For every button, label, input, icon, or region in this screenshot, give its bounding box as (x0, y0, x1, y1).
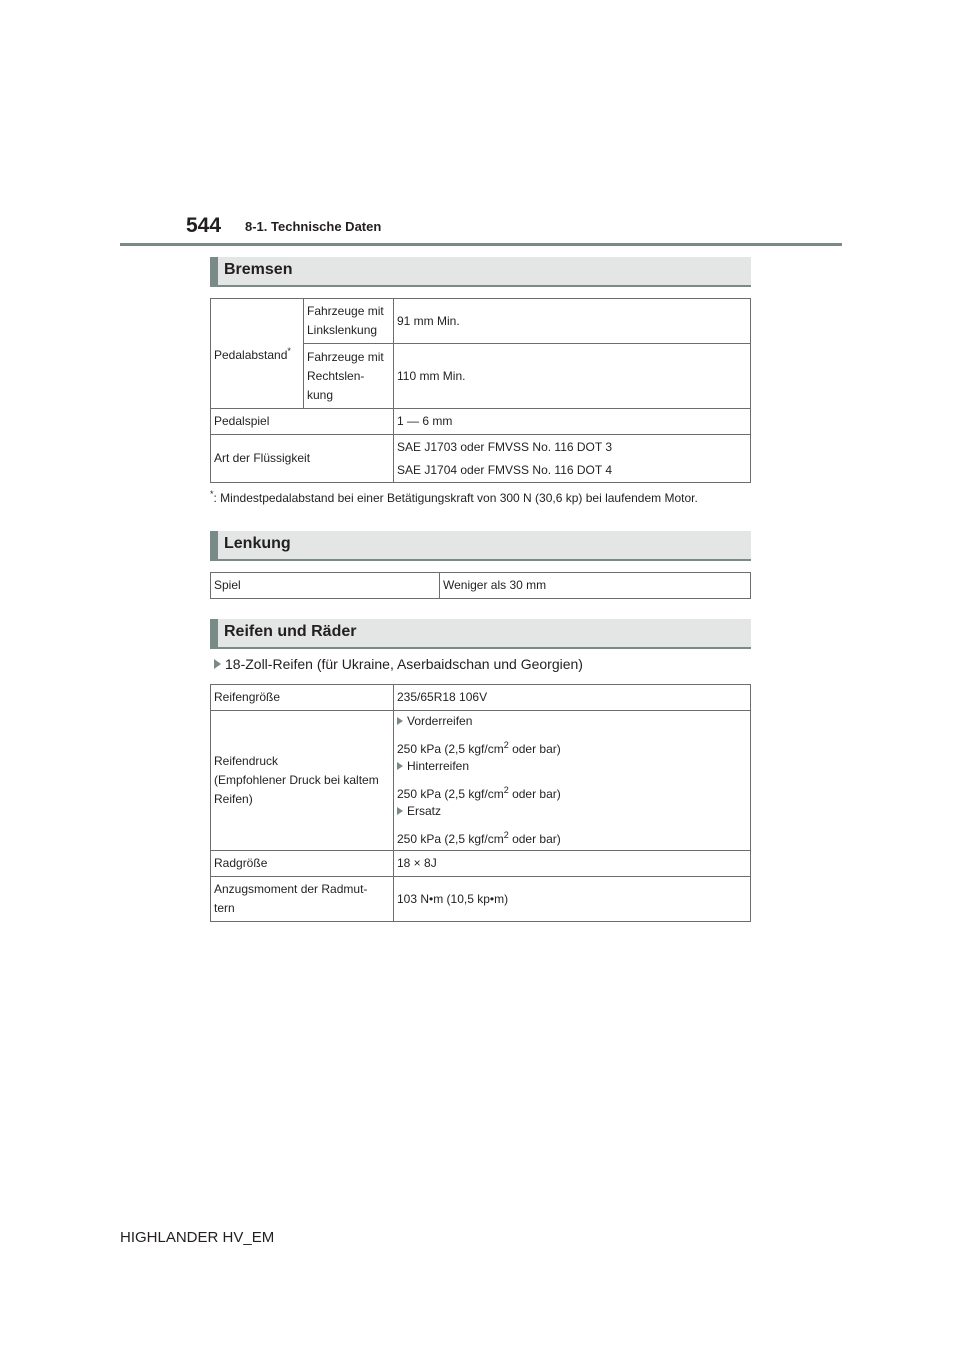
fluid-values (394, 435, 751, 483)
wheel-size-value: 18 × 8J (394, 851, 751, 877)
superscript: 2 (503, 740, 509, 750)
front-tire-label (397, 713, 747, 730)
page-number: 544 (186, 214, 222, 237)
torque-label-line: Anzugsmoment der Radmut- (214, 882, 368, 896)
pressure-label-line: Reifendruck (214, 754, 279, 768)
table-row (211, 877, 751, 922)
value-text: 250 kPa (2,5 kgf/cm (397, 742, 504, 756)
pressure-label-line: (Empfohlener Druck bei kaltem (214, 773, 379, 787)
fluid-label: Art der Flüssigkeit (211, 435, 394, 483)
table-row (211, 685, 751, 711)
value-text: oder bar) (508, 787, 561, 801)
rear-tire-value (397, 782, 747, 803)
torque-value: 103 N•m (10,5 kp•m) (394, 877, 751, 922)
tire-size-label: Reifengröße (211, 685, 394, 711)
section-heading-steering (210, 531, 751, 561)
section-title-steering: Lenkung (224, 535, 291, 552)
section-title-brakes: Bremsen (224, 261, 293, 278)
table-row (211, 851, 751, 877)
triangle-bullet-icon (214, 659, 221, 669)
front-tire-value (397, 737, 747, 758)
superscript: 2 (503, 785, 509, 795)
value-text: oder bar) (508, 742, 561, 756)
pedal-clearance-label (211, 299, 304, 409)
table-row (211, 711, 751, 851)
footer-model: HIGHLANDER HV_EM (120, 1229, 275, 1246)
tires-table (210, 684, 751, 922)
rear-tire-label (397, 758, 747, 775)
tire-pressure-values (394, 711, 751, 851)
table-row (211, 435, 751, 483)
fluid-value: SAE J1703 oder FMVSS No. 116 DOT 3 (397, 439, 612, 454)
heading-bar (210, 619, 218, 647)
table-row (211, 299, 751, 344)
tire-pressure-label (211, 711, 394, 851)
section-title-tires: Reifen und Räder (224, 623, 357, 640)
rhd-label-line: kung (307, 387, 334, 402)
spare-tire-text: Ersatz (407, 804, 442, 818)
triangle-bullet-icon (397, 717, 403, 725)
brakes-table (210, 298, 751, 483)
torque-label-line: tern (214, 901, 235, 915)
table-row (211, 409, 751, 435)
value-text: oder bar) (508, 832, 561, 846)
rhd-value: 110 mm Min. (394, 344, 751, 409)
pedal-play-value: 1 — 6 mm (394, 409, 751, 435)
steering-play-label: Spiel (211, 573, 440, 599)
steering-play-value: Weniger als 30 mm (440, 573, 751, 599)
chapter-title: 8-1. Technische Daten (245, 219, 382, 234)
value-text: 250 kPa (2,5 kgf/cm (397, 787, 504, 801)
fluid-value: SAE J1704 oder FMVSS No. 116 DOT 4 (397, 462, 612, 477)
rhd-label (304, 344, 394, 409)
rhd-label-line: Fahrzeuge mit (307, 349, 384, 364)
footnote-marker: * (210, 489, 214, 499)
footnote-text: : Mindestpedalabstand bei einer Betätigungskraft von 300 N (30,6 kp) bei laufendem Motor. (213, 491, 698, 505)
steering-table (210, 572, 751, 599)
footnote-marker: * (287, 346, 291, 356)
pedal-clearance-text: Pedalabstand (214, 348, 288, 362)
front-tire-text: Vorderreifen (407, 714, 473, 728)
spare-tire-value (397, 827, 747, 848)
heading-bar (210, 531, 218, 559)
heading-bar (210, 257, 218, 285)
section-heading-brakes (210, 257, 751, 287)
pressure-label-line: Reifen) (214, 792, 253, 806)
spare-tire-label (397, 803, 747, 820)
tire-variant-subheading (214, 656, 583, 672)
triangle-bullet-icon (397, 762, 403, 770)
torque-label (211, 877, 394, 922)
superscript: 2 (503, 830, 509, 840)
header-rule (120, 243, 842, 246)
tire-size-value: 235/65R18 106V (394, 685, 751, 711)
table-row (211, 573, 751, 599)
rhd-label-line: Rechtslen- (307, 368, 365, 383)
tire-variant-text: 18-Zoll-Reifen (für Ukraine, Aserbaidschan und Georgien) (225, 656, 583, 672)
section-heading-tires (210, 619, 751, 649)
value-text: 250 kPa (2,5 kgf/cm (397, 832, 504, 846)
lhd-value: 91 mm Min. (394, 299, 751, 344)
brakes-footnote (210, 489, 698, 505)
rear-tire-text: Hinterreifen (407, 759, 470, 773)
wheel-size-label: Radgröße (211, 851, 394, 877)
lhd-label: Fahrzeuge mit Linkslenkung (304, 299, 394, 344)
pedal-play-label: Pedalspiel (211, 409, 394, 435)
triangle-bullet-icon (397, 807, 403, 815)
